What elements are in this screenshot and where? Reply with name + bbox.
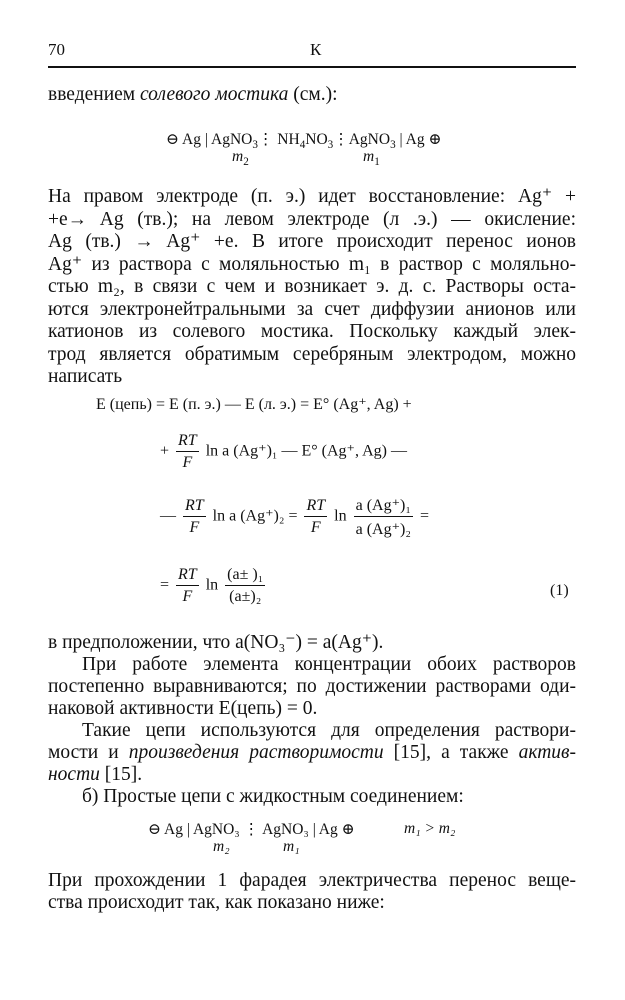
p1-line-6: ются электронейтральными за счет диффузии анионов или (48, 298, 576, 320)
minus-symbol: ⊖ (166, 131, 179, 148)
intro-term: солевого мостика (140, 84, 289, 105)
p1-line-4: Ag⁺ из раствора с моляльностью m₁ в раствор с моляльно- (48, 253, 576, 275)
paragraph-2 (48, 632, 576, 808)
p1-line-5: стью m₂, в связи с чем и возникает э. д. с. Растворы оста- (48, 276, 576, 297)
p1-line-1: На правом электроде (п. э.) идет восстановление: Ag⁺ + (48, 186, 576, 207)
chain2-condition: m₁ > m₂ (404, 820, 456, 837)
activity-ratio: $\frac{\text{a (Ag⁺)₁}}{\text{a (Ag⁺)₂}}$ (355, 497, 411, 538)
eq3-ln-2: ln (334, 507, 347, 525)
page-number: 70 (48, 40, 65, 59)
chain1-agno3-right: AgNO$_3$ (348, 131, 396, 152)
equation-line-2 (160, 432, 407, 472)
eq4-ln: ln (205, 576, 219, 594)
eq3-equals: = (419, 507, 429, 525)
paragraph-3 (48, 870, 576, 914)
p1-line-7: катионов из солевого мостика. Поскольку каждый элек- (48, 321, 576, 342)
p2-line-7: ности [15]. (48, 764, 143, 785)
chain1-ag-right: Ag (405, 131, 425, 148)
chain2-m2: m₂ (213, 838, 230, 855)
eq2-text: ln a (Ag⁺)₁ — E° (Ag⁺, Ag) — (205, 442, 407, 460)
eq4-equals: = (160, 576, 170, 594)
intro-line (48, 84, 338, 106)
chain1-dotted-sep-1: ⋮ (257, 131, 274, 148)
chain1-m1: $m_1$ (363, 148, 380, 169)
p2-line-3: постепенно выравниваются; по достижении растворами оди- (48, 676, 576, 697)
eq3-minus: — (160, 507, 176, 525)
p1-line-2: +e→ Ag (тв.); на левом электроде (л .э.) — окисление: (48, 208, 576, 230)
rt-over-f-3: $\frac{RT}{F}$ (306, 497, 326, 536)
chain1-dotted-sep-2: ⋮ (333, 131, 349, 148)
intro-prefix: введением (48, 84, 141, 105)
chain1-ag-left: Ag (182, 131, 201, 148)
p1-line-9: написать (48, 366, 123, 387)
equation-line-1: E (цепь) = E (п. э.) — E (л. э.) = E° (Ag⁺, Ag) + (96, 396, 412, 413)
paragraph-1 (48, 186, 576, 389)
p3-line-2: ства происходит так, как показано ниже: (48, 892, 385, 913)
running-head: К (310, 40, 322, 59)
p2-line-4: наковой активности E(цепь) = 0. (48, 698, 318, 719)
chain1-sep-2: | (399, 131, 403, 148)
rt-over-f-4: $\frac{RT}{F}$ (178, 566, 197, 605)
chain1-agno3-left: AgNO$_3$ (211, 131, 258, 152)
p2-line-1: в предположении, что a(NO₃⁻) = a(Ag⁺). (48, 632, 384, 653)
chain1-nh4no3: $NH_4NO_3$ (277, 131, 334, 152)
mean-activity-ratio: $\frac{\text{(a± )₁}}{\text{(a±)₂}}$ (227, 566, 264, 605)
rt-over-f-2: $\frac{RT}{F}$ (185, 497, 204, 536)
chain1-m2: $m_2$ (232, 148, 249, 169)
chain2-m1: m₁ (283, 838, 300, 855)
equation-line-4 (160, 566, 268, 606)
plus-symbol: ⊕ (428, 131, 442, 148)
chain1-sep: | (204, 131, 208, 148)
header-rule (48, 66, 576, 68)
rt-over-f-1: $\frac{RT}{F}$ (178, 432, 197, 471)
equation-label: (1) (550, 582, 569, 599)
p3-line-1: При прохождении 1 фарадея электричества перенос веще- (48, 870, 576, 891)
p2-line-6: мости и произведения растворимости [15], а также актив- (48, 742, 577, 763)
eq2-plus: + (160, 442, 170, 460)
p1-line-3: Ag (тв.) → Ag⁺ +e. В итоге происходит перенос ионов (48, 231, 576, 252)
eq3-ln: ln a (Ag⁺)₂ = (212, 507, 298, 525)
p2-line-2: При работе элемента концентрации обоих растворов (82, 654, 576, 675)
cell-chain-1 (166, 130, 442, 152)
intro-suffix: (см.): (288, 84, 338, 105)
p1-line-8: трод является обратимым серебряным электродом, можно (48, 343, 576, 365)
p2-line-8: б) Простые цепи с жидкостным соединением: (82, 786, 464, 807)
p2-line-5: Такие цепи используются для определения раствори- (82, 720, 576, 741)
cell-chain-2: ⊖ Ag | AgNO₃ ⋮ AgNO₃ | Ag ⊕ (148, 821, 355, 838)
equation-line-3 (160, 495, 429, 539)
